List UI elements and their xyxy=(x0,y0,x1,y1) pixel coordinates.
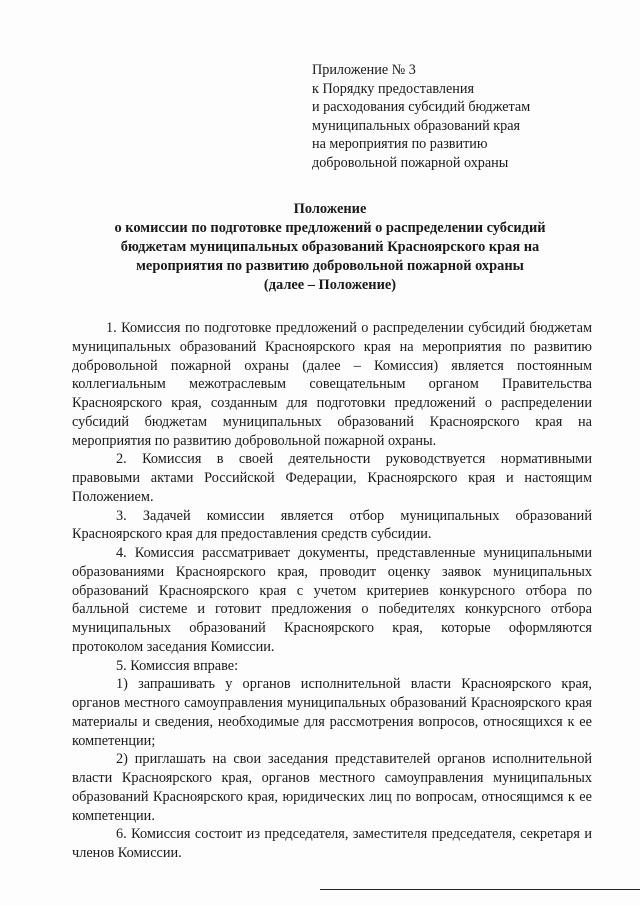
paragraph: 6. Комиссия состоит из председателя, заместителя председателя, секретаря и членов Комиссии. xyxy=(72,826,592,861)
document-body xyxy=(72,319,592,863)
annex-line: к Порядку предоставления xyxy=(312,80,474,97)
annex-line: и расходования субсидий бюджетам xyxy=(312,99,531,116)
paragraph: 3. Задачей комиссии является отбор муниципальных образований Красноярского края для предоставления средств субсидии. xyxy=(72,507,592,543)
title-line: мероприятия по развитию добровольной пожарной охраны xyxy=(136,258,524,274)
paragraph: 4. Комиссия рассматривает документы, представленные муниципальными образованиями Красноярского края, проводит оценку заявок муниципальных образований Красноярского края с учетом критериев конкурсного отбора по балльной системе и готовит предложения о победителях конкурсного отбора муниципальных образований Красноярского края, которые оформляются протоколом заседания Комиссии. xyxy=(72,545,592,655)
paragraph: 2) приглашать на свои заседания представителей органов исполнительной власти Красноярского края, органов местного самоуправления муниципальных образований Красноярского края, юридических лиц по вопросам, относящимся к ее компетенции. xyxy=(72,751,592,824)
annex-line: на мероприятия по развитию xyxy=(312,136,488,153)
title-line: бюджетам муниципальных образований Красноярского края на xyxy=(120,239,540,255)
title-line: о комиссии по подготовке предложений о распределении субсидий xyxy=(114,220,546,236)
annex-line: добровольной пожарной охраны xyxy=(312,154,509,171)
paragraph: 1. Комиссия по подготовке предложений о распределении субсидий бюджетам муниципальных образований Красноярского края на мероприятия по развитию добровольной пожарной охраны (далее – Комиссия) является постоянным коллегиальным межотраслевым совещательным органом Правительства Красноярского края, созданным для подготовки предложений о распределении субсидий бюджетам муниципальных образований Красноярского края на мероприятия по развитию добровольной пожарной охраны. xyxy=(72,320,592,449)
title-line: Положение xyxy=(293,201,367,217)
paragraph: 1) запрашивать у органов исполнительной власти Красноярского края, органов местного самоуправления муниципальных образований Красноярского края материалы и сведения, необходимые для рассмотрения вопросов, относящихся к ее компетенции; xyxy=(72,676,592,749)
annex-reference xyxy=(312,61,612,173)
document-title xyxy=(70,200,590,295)
paragraph: 2. Комиссия в своей деятельности руководствуется нормативными правовыми актами Российской Федерации, Красноярского края и настоящим Положением. xyxy=(72,451,592,505)
paragraph: 5. Комиссия вправе: xyxy=(116,657,239,674)
annex-line: Приложение № 3 xyxy=(312,62,416,78)
annex-line: муниципальных образований края xyxy=(312,117,521,134)
title-line: (далее – Положение) xyxy=(263,277,397,293)
page-bottom-rule xyxy=(320,889,640,890)
